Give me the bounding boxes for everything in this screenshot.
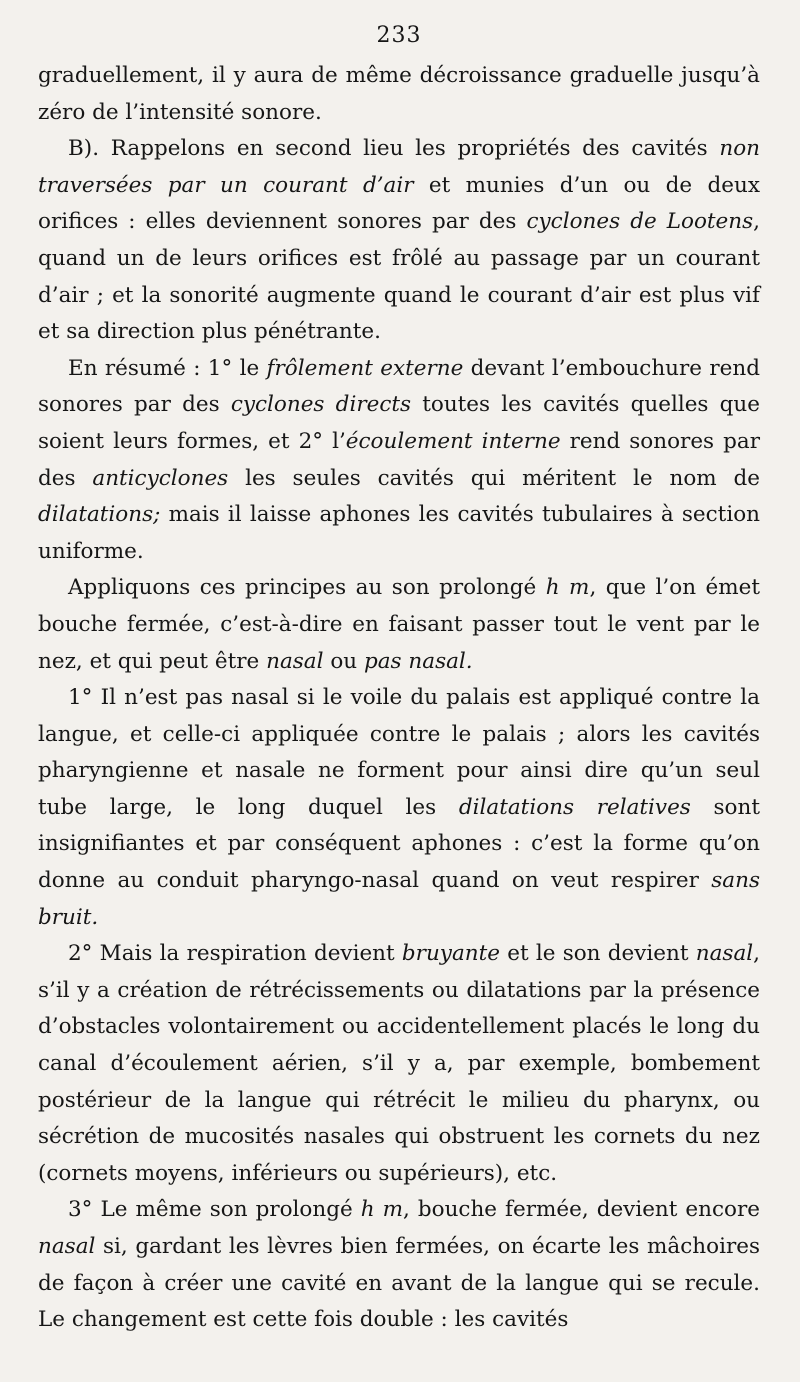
text-run: , bouche fermée, devient encore [403, 1197, 760, 1223]
italic-run: dilatations relatives [458, 794, 691, 820]
italic-run: écoulement interne [345, 428, 561, 454]
paragraph [38, 936, 760, 1192]
paragraph [38, 1192, 760, 1338]
text-run: les seules cavités qui méritent le nom de [228, 465, 760, 491]
text-run: rend sonores par des [38, 428, 760, 491]
text-run: 3° Le même son prolongé [68, 1197, 361, 1223]
paragraph [38, 570, 760, 680]
italic-run: nasal [266, 648, 324, 674]
paragraph [38, 680, 760, 936]
text-run: 1° Il n’est pas nasal si le voile du palais est appliqué contre la langue, et celle-ci appliquée contre le palais ; alors les cavités pharyngienne et nasale ne forment pour ainsi dire qu’un seul tube large, le long duquel les [38, 685, 760, 820]
page-number [38, 22, 760, 50]
italic-run: cyclones directs [230, 392, 412, 418]
text-run: toutes les cavités quelles que soient leurs formes, et 2° l’ [38, 392, 760, 454]
italic-run: bruyante [401, 941, 500, 967]
text-run: , que l’on émet bouche fermée, c’est-à-dire en faisant passer tout le vent par le nez, et qui peut être [38, 575, 761, 674]
page-number-text: 233 [376, 23, 422, 48]
italic-run: frôlement externe [266, 355, 464, 381]
text-run: graduellement, il y aura de même décroissance graduelle jusqu’à zéro de l’intensité sonore. [38, 63, 760, 125]
text-run: mais il laisse aphones les cavités tubulaires à section uniforme. [38, 502, 760, 564]
text-run: et munies d’un ou de deux orifices : elles deviennent sonores par des [38, 172, 760, 235]
text-run: , quand un de leurs orifices est frôlé au passage par un courant d’air ; et la sonorité augmente quand le courant d’air est plus vif et sa direction plus pénétrante. [38, 209, 761, 345]
italic-run: h m [360, 1197, 403, 1223]
italic-run: anticyclones [92, 465, 229, 491]
italic-run: sans bruit. [38, 868, 760, 930]
text-run: sont insignifiantes et par conséquent aphones : c’est la forme qu’on donne au conduit pharyngo-nasal quand on veut respirer [38, 794, 760, 894]
italic-run: nasal [38, 1234, 96, 1259]
text-run: , s’il y a création de rétrécissements ou dilatations par la présence d’obstacles volontairement ou accidentellement placés le long du canal d’écoulement aérien, s’il y a, par exemple, bombement postérieur de la langue qui rétrécit le milieu du pharynx, ou sécrétion de mucosités nasales qui obstruent les cornets du nez (cornets moyens, inférieurs ou supérieurs), etc. [38, 941, 760, 1186]
text-run: devant l’embouchure rend sonores par des [38, 355, 760, 418]
paragraph [38, 351, 760, 571]
italic-run: non traversées par un courant d’air [38, 136, 760, 198]
text-run: 2° Mais la respiration devient [68, 941, 402, 967]
italic-run: nasal [695, 941, 754, 967]
text-run: ou [323, 648, 364, 674]
text-run: B). Rappelons en second lieu les propriétés des cavités [68, 136, 720, 162]
italic-run: cyclones de Lootens [526, 209, 754, 235]
paragraph [38, 131, 760, 351]
text-run: En résumé : 1° le [68, 355, 267, 381]
text-run: Appliquons ces principes au son prolongé [68, 575, 546, 601]
italic-run: h m [545, 575, 590, 601]
text-run: et le son devient [499, 941, 696, 967]
paragraph [38, 58, 760, 131]
italic-run: dilatations; [38, 502, 161, 528]
text-run: si, gardant les lèvres bien fermées, on écarte les mâchoires de façon à créer une cavité en avant de la langue qui se recule. Le changement est cette fois double : les cavités [38, 1234, 760, 1333]
italic-run: pas nasal. [363, 648, 473, 674]
page-body [38, 58, 760, 1339]
